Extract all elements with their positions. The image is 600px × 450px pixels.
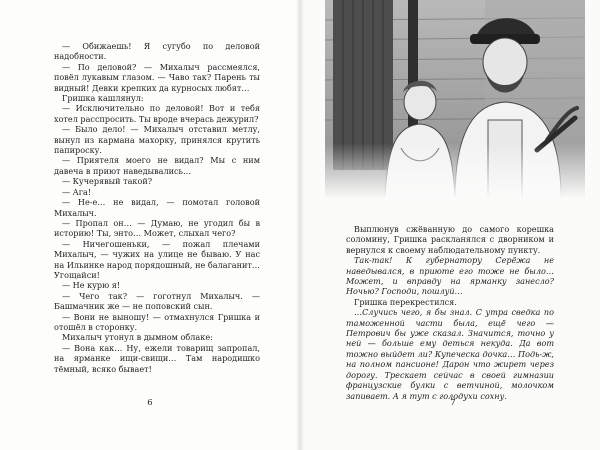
street-scene-illustration-icon bbox=[325, 0, 585, 199]
text-line: — Не-е… не видал, — помотал головой Михалыч. bbox=[54, 197, 260, 218]
text-line: — Пропал он… — Думаю, не угодил бы в историю! Ты, энто… Может, слыхал чего? bbox=[54, 217, 260, 239]
text-line: — Кучерявый такой? bbox=[62, 176, 153, 187]
book-gutter bbox=[296, 0, 304, 450]
left-page-text bbox=[54, 41, 260, 374]
text-line: Гришка кашлянул: bbox=[62, 93, 144, 104]
paragraph: Гришка перекрестился. bbox=[354, 296, 457, 307]
page-number: 6 bbox=[147, 398, 153, 408]
paragraph: Выплюнув сжёванную до самого корешка соломину, Гришка раскланялся с дворником и вернулся к своему наблюдательному пункту. bbox=[346, 224, 554, 255]
right-page-text bbox=[346, 224, 554, 401]
text-line: — Вона как… Ну, ежели товарищ запропал, на ярманке ищи-свищи… Там народишко тёмный, всяко бывает! bbox=[54, 342, 260, 374]
text-line: — Не курю я! bbox=[62, 280, 121, 291]
text-line: — Обижаешь! Я сугубо по деловой надобности. bbox=[54, 41, 260, 62]
text-line: Михалыч утонул в дымном облаке: bbox=[62, 332, 213, 343]
paragraph: …Случись чего, я бы знал. С утра сведка по таможенной части была, ещё чего — Петрович бы уже сказал. Значится, точно у ней — больше ему деться некуда. Да вот тожно выйдет ли? Купеческа дочка… Подь-ж, на полном пансионе! Дарон что жирет через дорогу. Трескает сейчас в своей гимназии французские булки с ветчиной, молочком запивает. А я тут с голодухи сохну. bbox=[346, 307, 554, 401]
text-line: — По деловой? — Михалыч рассмеялся, повёл лукавым глазом. — Чаво так? Парень ты видный! Девки крепких да курносых любят… bbox=[54, 61, 260, 93]
text-line: — Исключительно по деловой! Вот и тебя хотел расспросить. Ты вроде вчерась дежурил? bbox=[54, 103, 260, 124]
right-page bbox=[300, 0, 600, 450]
text-line: — Вони не выношу! — отмахнулся Гришка и отошёл в сторонку. bbox=[54, 311, 260, 332]
text-line: — Чего так? — гоготнул Михалыч. — Башмачник же — не поповский сын. bbox=[54, 290, 260, 312]
page-number: 7 bbox=[450, 398, 456, 408]
paragraph: Так-так! К губернатору Серёжа не наведывался, в приюте его тоже не было… Может, и вправду на ярманку занесло? Ночью? Господи, пошлуй… bbox=[346, 255, 554, 297]
text-line: — Было дело! — Михалыч отставил метлу, вынул из кармана махорку, принялся крутить папироску. bbox=[54, 124, 260, 156]
text-line: — Ага! bbox=[62, 186, 92, 197]
text-line: — Приятеля моего не видал? Мы с ним давеча в приют наведывались… bbox=[54, 155, 260, 176]
text-line: — Ничегошеньки, — пожал плечами Михалыч, — чужих на улице не бываю. У нас на Ильинке народ порядошный, не балаганит… Угощайси! bbox=[54, 238, 260, 280]
